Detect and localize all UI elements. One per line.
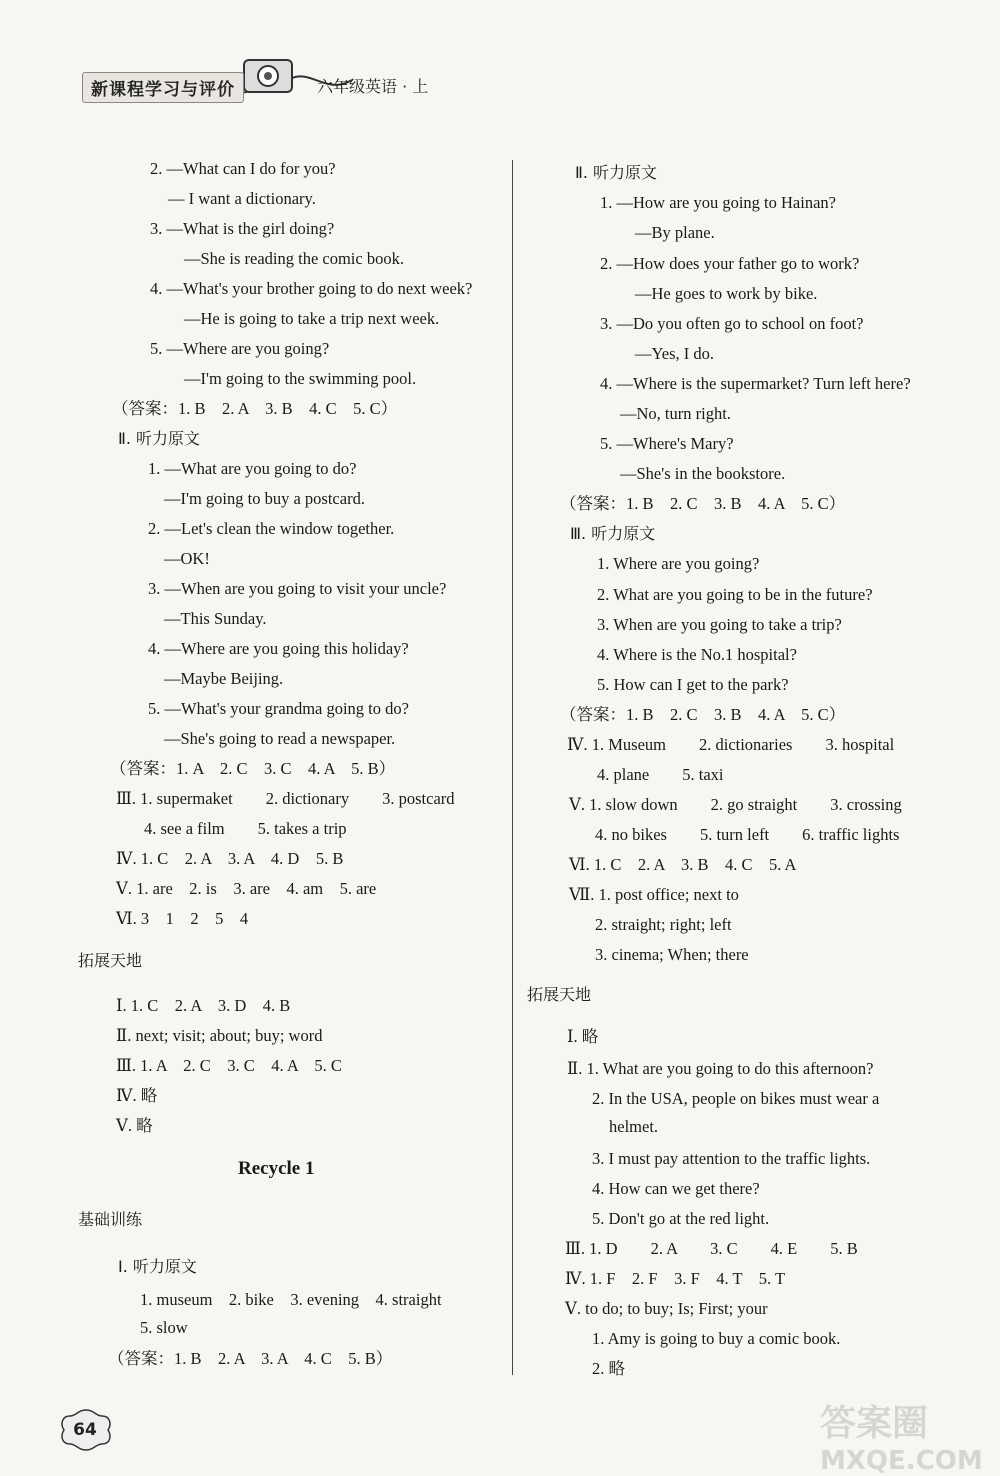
text-line: 4. plane 5. taxi: [597, 765, 724, 784]
text-line: 1. Amy is going to buy a comic book.: [592, 1329, 841, 1348]
text-line: Ⅳ. 1. F 2. F 3. F 4. T 5. T: [565, 1269, 786, 1288]
text-line: Ⅶ. 1. post office; next to: [569, 885, 739, 904]
text-line: 4. no bikes 5. turn left 6. traffic lights: [595, 825, 900, 844]
answer-line: （答案：1. A 2. C 3. C 4. A 5. B）: [110, 759, 396, 778]
text-line: Ⅴ. 略: [116, 1116, 153, 1135]
text-line: 4. —What's your brother going to do next week?: [150, 279, 473, 298]
text-line: Ⅱ. 1. What are you going to do this afternoon?: [567, 1059, 874, 1078]
text-line: 1. —What are you going to do?: [148, 459, 357, 478]
text-line: 1. —How are you going to Hainan?: [600, 193, 836, 212]
text-line: —No, turn right.: [620, 404, 731, 423]
text-line: 3. When are you going to take a trip?: [597, 615, 842, 634]
answer-line: （答案：1. B 2. C 3. B 4. A 5. C）: [560, 494, 846, 513]
unit-title: Recycle 1: [238, 1158, 315, 1179]
watermark: [820, 1395, 983, 1476]
section-heading: Ⅰ. 听力原文: [118, 1257, 197, 1276]
text-line: Ⅴ. to do; to buy; Is; First; your: [565, 1299, 768, 1318]
text-line: Ⅲ. 1. D 2. A 3. C 4. E 5. B: [565, 1239, 858, 1258]
text-line: 2. In the USA, people on bikes must wear a: [592, 1089, 880, 1108]
text-line: Ⅰ. 1. C 2. A 3. D 4. B: [116, 996, 291, 1015]
section-heading: 拓展天地: [78, 951, 143, 970]
text-line: 5. How can I get to the park?: [597, 675, 789, 694]
text-line: 3. I must pay attention to the traffic lights.: [592, 1149, 871, 1168]
text-line: —She's in the bookstore.: [620, 464, 786, 483]
text-line: 4. —Where are you going this holiday?: [148, 639, 409, 658]
text-line: — I want a dictionary.: [168, 189, 316, 208]
text-line: —He goes to work by bike.: [635, 284, 818, 303]
book-subtitle: 六年级英语 · 上: [317, 77, 429, 96]
text-line: 2. What are you going to be in the future?: [597, 585, 873, 604]
section-heading: Ⅱ. 听力原文: [118, 429, 201, 448]
text-line: helmet.: [609, 1117, 659, 1136]
text-line: —This Sunday.: [164, 609, 267, 628]
text-line: 5. slow: [140, 1318, 188, 1337]
text-line: 5. —Where's Mary?: [600, 434, 734, 453]
text-line: 3. —What is the girl doing?: [150, 219, 335, 238]
text-line: 1. museum 2. bike 3. evening 4. straight: [140, 1290, 442, 1309]
text-line: 1. Where are you going?: [597, 554, 760, 573]
text-line: 4. —Where is the supermarket? Turn left here?: [600, 374, 911, 393]
text-line: —She is reading the comic book.: [184, 249, 404, 268]
text-line: —Maybe Beijing.: [164, 669, 284, 688]
text-line: Ⅳ. 1. C 2. A 3. A 4. D 5. B: [116, 849, 344, 868]
watermark-cn: 答案圈: [820, 1403, 929, 1444]
section-heading: Ⅲ. 听力原文: [570, 524, 656, 543]
answer-line: （答案：1. B 2. A 3. A 4. C 5. B）: [108, 1349, 393, 1368]
text-line: Ⅱ. next; visit; about; buy; word: [116, 1026, 323, 1045]
text-line: 4. How can we get there?: [592, 1179, 760, 1198]
answer-line: （答案：1. B 2. A 3. B 4. C 5. C）: [112, 399, 398, 418]
section-heading: Ⅱ. 听力原文: [575, 163, 658, 182]
text-line: 5. —Where are you going?: [150, 339, 330, 358]
page-number: 64: [73, 1420, 97, 1440]
text-line: —By plane.: [635, 223, 715, 242]
answer-line: （答案：1. B 2. C 3. B 4. A 5. C）: [560, 705, 846, 724]
section-heading: 拓展天地: [527, 985, 592, 1004]
book-title: 新课程学习与评价: [82, 72, 244, 103]
column-divider: [512, 160, 513, 1375]
text-line: Ⅰ. 略: [567, 1027, 599, 1046]
text-line: 4. Where is the No.1 hospital?: [597, 645, 797, 664]
text-line: —I'm going to the swimming pool.: [184, 369, 417, 388]
text-line: —I'm going to buy a postcard.: [164, 489, 365, 508]
text-line: —He is going to take a trip next week.: [184, 309, 440, 328]
text-line: Ⅵ. 1. C 2. A 3. B 4. C 5. A: [569, 855, 797, 874]
text-line: —Yes, I do.: [635, 344, 715, 363]
text-line: 4. see a film 5. takes a trip: [144, 819, 347, 838]
text-line: —She's going to read a newspaper.: [164, 729, 396, 748]
text-line: —OK!: [164, 549, 210, 568]
text-line: Ⅴ. 1. slow down 2. go straight 3. crossing: [569, 795, 902, 814]
text-line: 2. —Let's clean the window together.: [148, 519, 395, 538]
text-line: 3. —Do you often go to school on foot?: [600, 314, 864, 333]
text-line: 3. —When are you going to visit your uncle?: [148, 579, 447, 598]
text-line: 2. 略: [592, 1359, 625, 1378]
text-line: Ⅴ. 1. are 2. is 3. are 4. am 5. are: [116, 879, 377, 898]
text-line: 2. straight; right; left: [595, 915, 732, 934]
text-line: 3. cinema; When; there: [595, 945, 749, 964]
text-line: 5. —What's your grandma going to do?: [148, 699, 409, 718]
page-header: [72, 50, 492, 100]
text-line: Ⅳ. 略: [116, 1086, 158, 1105]
section-heading: 基础训练: [78, 1210, 143, 1229]
text-line: Ⅲ. 1. A 2. C 3. C 4. A 5. C: [116, 1056, 342, 1075]
text-line: Ⅵ. 3 1 2 5 4: [116, 909, 249, 928]
text-line: Ⅲ. 1. supermaket 2. dictionary 3. postcard: [116, 789, 455, 808]
text-line: 5. Don't go at the red light.: [592, 1209, 770, 1228]
text-line: Ⅳ. 1. Museum 2. dictionaries 3. hospital: [567, 735, 895, 754]
text-line: 2. —How does your father go to work?: [600, 254, 860, 273]
watermark-url: MXQE.COM: [820, 1446, 983, 1476]
text-line: 2. —What can I do for you?: [150, 159, 336, 178]
